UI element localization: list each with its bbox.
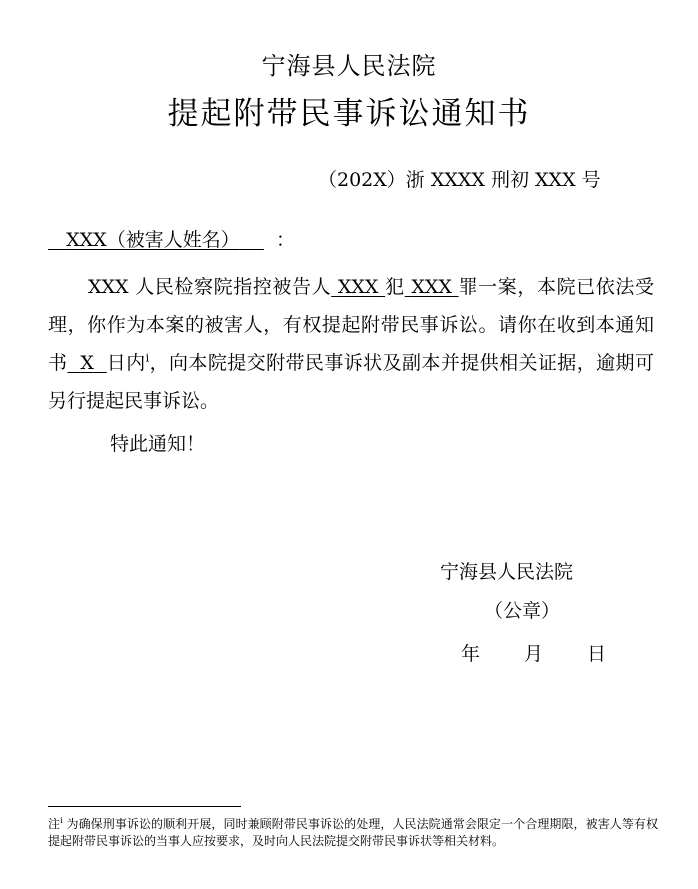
footnote-label: 注 (48, 817, 61, 831)
body-text-5: ，向本院提交附带民事诉状及副本并提供相关证据，逾期可另行提起民事诉讼。 (48, 352, 654, 412)
days-value: X (80, 352, 94, 374)
body-text-1: 人民检察院指控被告人 (128, 276, 332, 298)
defendant-name: XXX (337, 276, 379, 298)
month-label: 月 (524, 643, 544, 665)
footnote-separator (48, 806, 241, 807)
body-text-3: 罪一案，本院已依法受理，你作为本案的被害人，有权提起附带民事诉讼。请你在收到本通知书 (48, 276, 654, 374)
footnote-marker: i (60, 816, 63, 825)
closing-remark: 特此通知！ (110, 433, 206, 455)
footnote-text: 为确保刑事诉讼的顺利开展，同时兼顾附带民事诉讼的处理，人民法院通常会限定一个合理期限，被害人等有权提起附带民事诉讼的当事人应按要求，及时向人民法院提交附带民事诉状等相关材料。 (48, 817, 658, 848)
document-title: 提起附带民事诉讼通知书 (167, 96, 531, 132)
crime-name: XXX (411, 276, 452, 298)
victim-name-field (48, 229, 264, 251)
addressee-line (48, 226, 295, 254)
case-number: （202X）浙 XXXX 刑初 XXX 号 (318, 169, 601, 191)
body-text-2: 犯 (385, 276, 405, 298)
court-name-header: 宁海县人民法院 (261, 52, 437, 80)
footnote-reference: i (145, 351, 150, 365)
crime-field (405, 276, 459, 298)
signature-court-name: 宁海县人民法院 (440, 561, 574, 583)
footnote (48, 816, 658, 850)
notice-paragraph (48, 268, 654, 420)
defendant-field (331, 276, 385, 298)
body-text-4: 日内 (106, 352, 146, 374)
day-label: 日 (587, 643, 607, 665)
date-line (461, 640, 606, 668)
year-label: 年 (461, 643, 481, 665)
victim-name-placeholder: XXX（被害人姓名） (66, 229, 240, 251)
prosecutor-office: XXX (88, 276, 129, 298)
official-seal-label: （公章） (484, 600, 561, 622)
addressee-colon: ： (275, 229, 295, 251)
days-field (67, 352, 106, 374)
